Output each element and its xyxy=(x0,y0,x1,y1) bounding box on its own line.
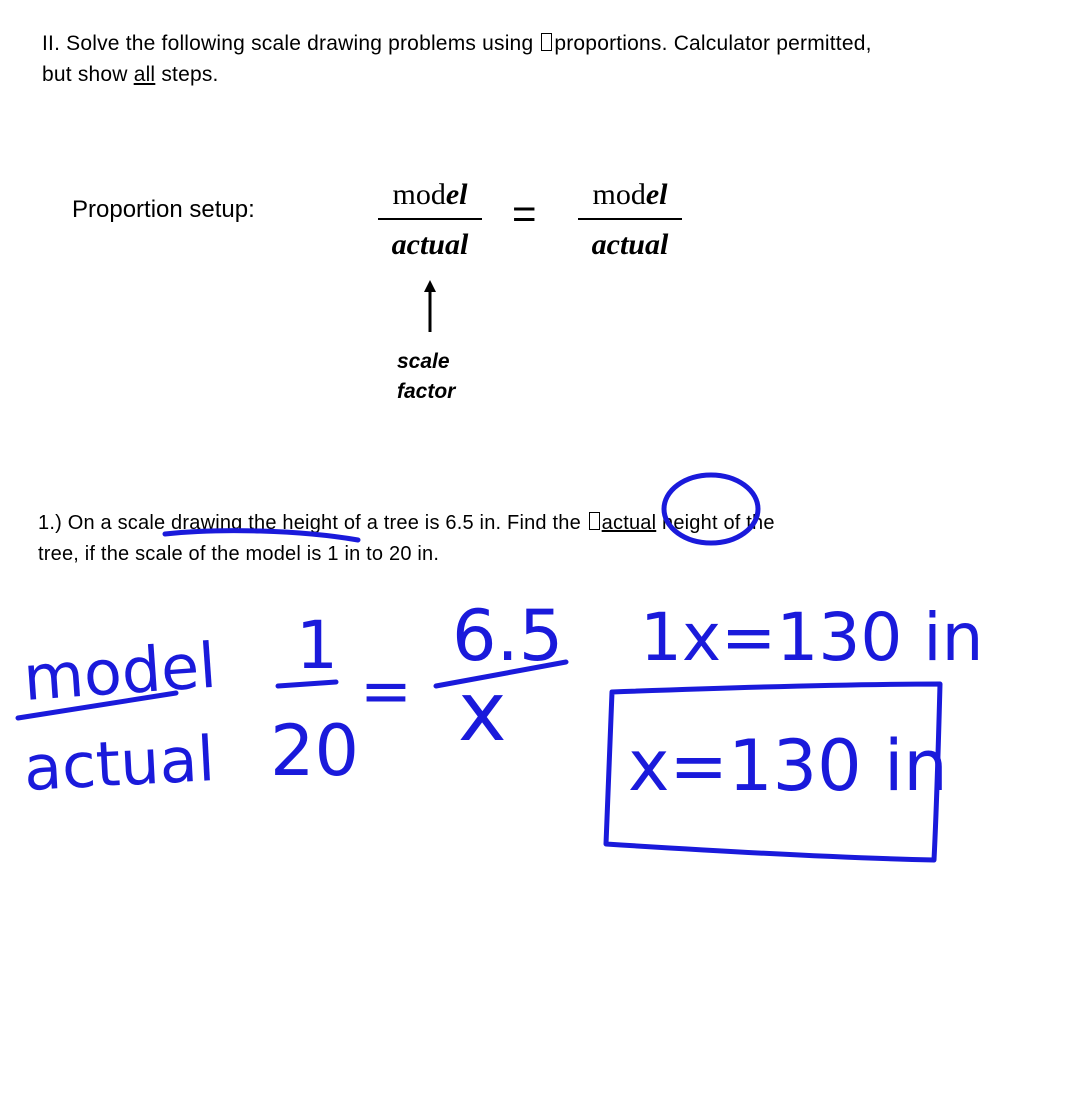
handwritten-six-point-five: 6.5 xyxy=(452,595,564,677)
handwritten-answer: x=130 in xyxy=(628,725,948,807)
instructions-text-2: proportions. Calculator permitted, xyxy=(554,32,872,55)
handwritten-model: model xyxy=(20,628,219,715)
problem-underlined: actual xyxy=(601,512,657,534)
right-num-plain: mod xyxy=(592,178,646,211)
instructions-text-1: II. Solve the following scale drawing problems using xyxy=(42,32,540,55)
scale-drawing-underline xyxy=(165,531,358,540)
handwritten-actual: actual xyxy=(21,722,217,805)
left-num-italic: el xyxy=(445,178,468,211)
scale-factor-line1: scale xyxy=(397,350,450,373)
right-num-italic: el xyxy=(645,178,668,211)
instructions-text-3: but show xyxy=(42,63,134,86)
right-fraction-denominator: actual xyxy=(591,228,669,261)
problem-text-3: tree, if the scale of the model is 1 in to 20 in. xyxy=(38,543,440,565)
the-circle xyxy=(664,475,758,543)
problem-text-1: 1.) On a scale drawing the height of a tree is 6.5 in. Find the xyxy=(38,512,587,534)
equals-sign: = xyxy=(512,190,537,237)
handwritten-twenty: 20 xyxy=(270,710,360,792)
instructions-underlined: all xyxy=(133,63,156,86)
handwritten-equals: = xyxy=(360,654,412,727)
left-num-plain: mod xyxy=(392,178,446,211)
handwritten-one: 1 xyxy=(296,607,338,684)
proportion-setup-label: Proportion setup: xyxy=(72,196,255,223)
handwritten-x: x xyxy=(458,665,507,760)
instructions-text-4: steps. xyxy=(155,63,219,86)
left-fraction-denominator: actual xyxy=(391,228,469,261)
scale-factor-line2: factor xyxy=(397,380,456,403)
handwritten-step: 1x=130 in xyxy=(640,599,984,676)
problem-text-2: height of the xyxy=(656,512,775,534)
